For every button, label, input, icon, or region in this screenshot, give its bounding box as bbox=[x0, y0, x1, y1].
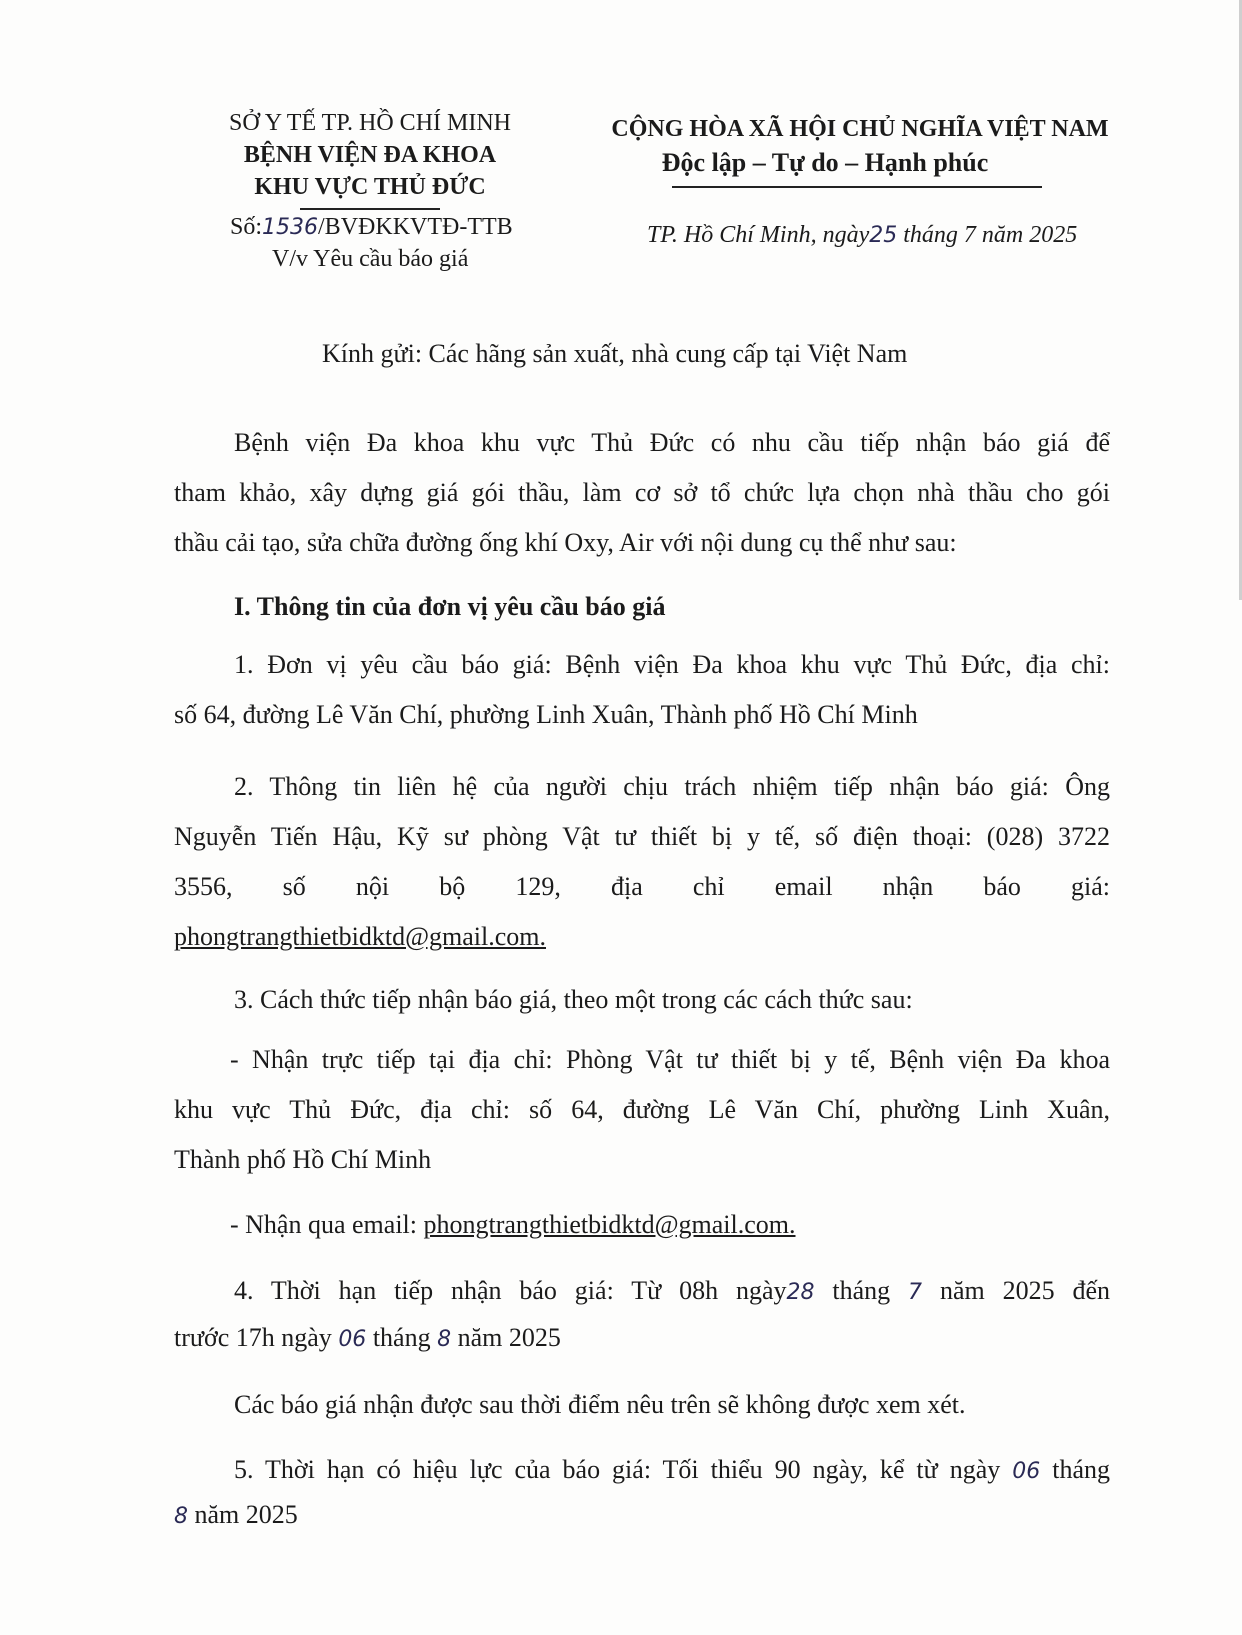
item-4-line-2 bbox=[174, 1323, 561, 1353]
item-2-email-link[interactable]: phongtrangthietbidktd@gmail.com. bbox=[174, 922, 546, 951]
intro-line-2: tham khảo, xây dựng giá gói thầu, làm cơ sở tổ chức lựa chọn nhà thầu cho gói bbox=[174, 478, 1110, 507]
item-4-l2-b: tháng bbox=[372, 1323, 431, 1352]
item-4-l2-c: năm 2025 bbox=[457, 1323, 561, 1352]
item-5-l1-b: tháng bbox=[1052, 1455, 1111, 1484]
recipient-line: Kính gửi: Các hãng sản xuất, nhà cung cấp tại Việt Nam bbox=[322, 339, 908, 368]
item-4-l1-day-handwritten: 28 bbox=[786, 1280, 815, 1305]
document-number-handwritten: 1536 bbox=[262, 215, 319, 240]
document-number bbox=[230, 214, 513, 241]
header-left-underline bbox=[300, 208, 440, 210]
section-1-title: I. Thông tin của đơn vị yêu cầu báo giá bbox=[234, 592, 666, 621]
item-4-l2-a: trước 17h ngày bbox=[174, 1323, 332, 1352]
intro-line-1: Bệnh viện Đa khoa khu vực Thủ Đức có nhu cầu tiếp nhận báo giá để bbox=[234, 428, 1110, 457]
item-4-l2-day-handwritten: 06 bbox=[338, 1327, 367, 1352]
item-3-direct-line-3: Thành phố Hồ Chí Minh bbox=[174, 1145, 432, 1174]
item-5-line-1 bbox=[234, 1455, 1110, 1485]
country-name: CỘNG HÒA XÃ HỘI CHỦ NGHĨA VIỆT NAM bbox=[611, 116, 1109, 142]
intro-paragraph bbox=[174, 418, 1110, 568]
item-2-line-1: 2. Thông tin liên hệ của người chịu trách nhiệm tiếp nhận báo giá: Ông bbox=[234, 772, 1110, 801]
item-2-line-3: 3556, số nội bộ 129, địa chỉ email nhận báo giá: bbox=[174, 872, 1110, 901]
issue-date-prefix: TP. Hồ Chí Minh, ngày bbox=[647, 222, 870, 248]
late-quote-note: Các báo giá nhận được sau thời điểm nêu trên sẽ không được xem xét. bbox=[234, 1390, 966, 1419]
motto-underline bbox=[672, 186, 1042, 188]
item-5-l1-day-handwritten: 06 bbox=[1012, 1459, 1041, 1484]
item-3-title: 3. Cách thức tiếp nhận báo giá, theo một trong các cách thức sau: bbox=[234, 985, 913, 1014]
item-5-l2-month-handwritten: 8 bbox=[174, 1504, 188, 1529]
hospital-name-line2: KHU VỰC THỦ ĐỨC bbox=[254, 174, 486, 200]
item-4-l2-month-handwritten: 8 bbox=[437, 1327, 452, 1352]
issue-date bbox=[647, 222, 1077, 249]
issue-date-suffix: tháng 7 năm 2025 bbox=[903, 222, 1078, 248]
item-4-l1-b: tháng bbox=[832, 1276, 891, 1305]
item-4-l1-a: 4. Thời hạn tiếp nhận báo giá: Từ 08h ngày bbox=[234, 1276, 787, 1305]
document-number-suffix: /BVĐKKVTĐ-TTB bbox=[318, 214, 513, 240]
department-name: SỞ Y TẾ TP. HỒ CHÍ MINH bbox=[228, 110, 512, 136]
hospital-name-line1: BỆNH VIỆN ĐA KHOA bbox=[243, 142, 497, 168]
issue-date-day-handwritten: 25 bbox=[869, 223, 898, 248]
item-2-line-2: Nguyễn Tiến Hậu, Kỹ sư phòng Vật tư thiết bị y tế, số điện thoại: (028) 3722 bbox=[174, 822, 1110, 851]
item-3-direct-line-1: - Nhận trực tiếp tại địa chỉ: Phòng Vật tư thiết bị y tế, Bệnh viện Đa khoa bbox=[230, 1045, 1110, 1074]
item-3-email-link[interactable]: phongtrangthietbidktd@gmail.com. bbox=[423, 1210, 796, 1239]
item-1-line-2: số 64, đường Lê Văn Chí, phường Linh Xuân, Thành phố Hồ Chí Minh bbox=[174, 700, 918, 729]
item-5-l2-c: năm 2025 bbox=[194, 1500, 298, 1529]
item-3-email-line bbox=[230, 1210, 796, 1240]
item-4-l1-c: năm 2025 đến bbox=[939, 1276, 1111, 1305]
document-subject: V/v Yêu cầu báo giá bbox=[272, 246, 469, 272]
document-number-prefix: Số: bbox=[230, 214, 263, 240]
item-4-line-1 bbox=[234, 1276, 1110, 1306]
national-motto: Độc lập – Tự do – Hạnh phúc bbox=[661, 148, 989, 177]
item-5-l1-a: 5. Thời hạn có hiệu lực của báo giá: Tối thiểu 90 ngày, kể từ ngày bbox=[234, 1455, 1001, 1484]
item-2 bbox=[174, 762, 1110, 962]
item-4-l1-month-handwritten: 7 bbox=[908, 1280, 923, 1305]
item-1-line-1: 1. Đơn vị yêu cầu báo giá: Bệnh viện Đa khoa khu vực Thủ Đức, địa chỉ: bbox=[234, 650, 1110, 679]
item-3-email-prefix: - Nhận qua email: bbox=[230, 1210, 417, 1239]
item-1 bbox=[174, 640, 1110, 740]
intro-line-3: thầu cải tạo, sửa chữa đường ống khí Oxy, Air với nội dung cụ thể như sau: bbox=[174, 528, 957, 557]
item-3-direct bbox=[174, 1035, 1110, 1185]
item-5-line-2 bbox=[174, 1500, 298, 1530]
item-3-direct-line-2: khu vực Thủ Đức, địa chỉ: số 64, đường Lê Văn Chí, phường Linh Xuân, bbox=[174, 1095, 1110, 1124]
